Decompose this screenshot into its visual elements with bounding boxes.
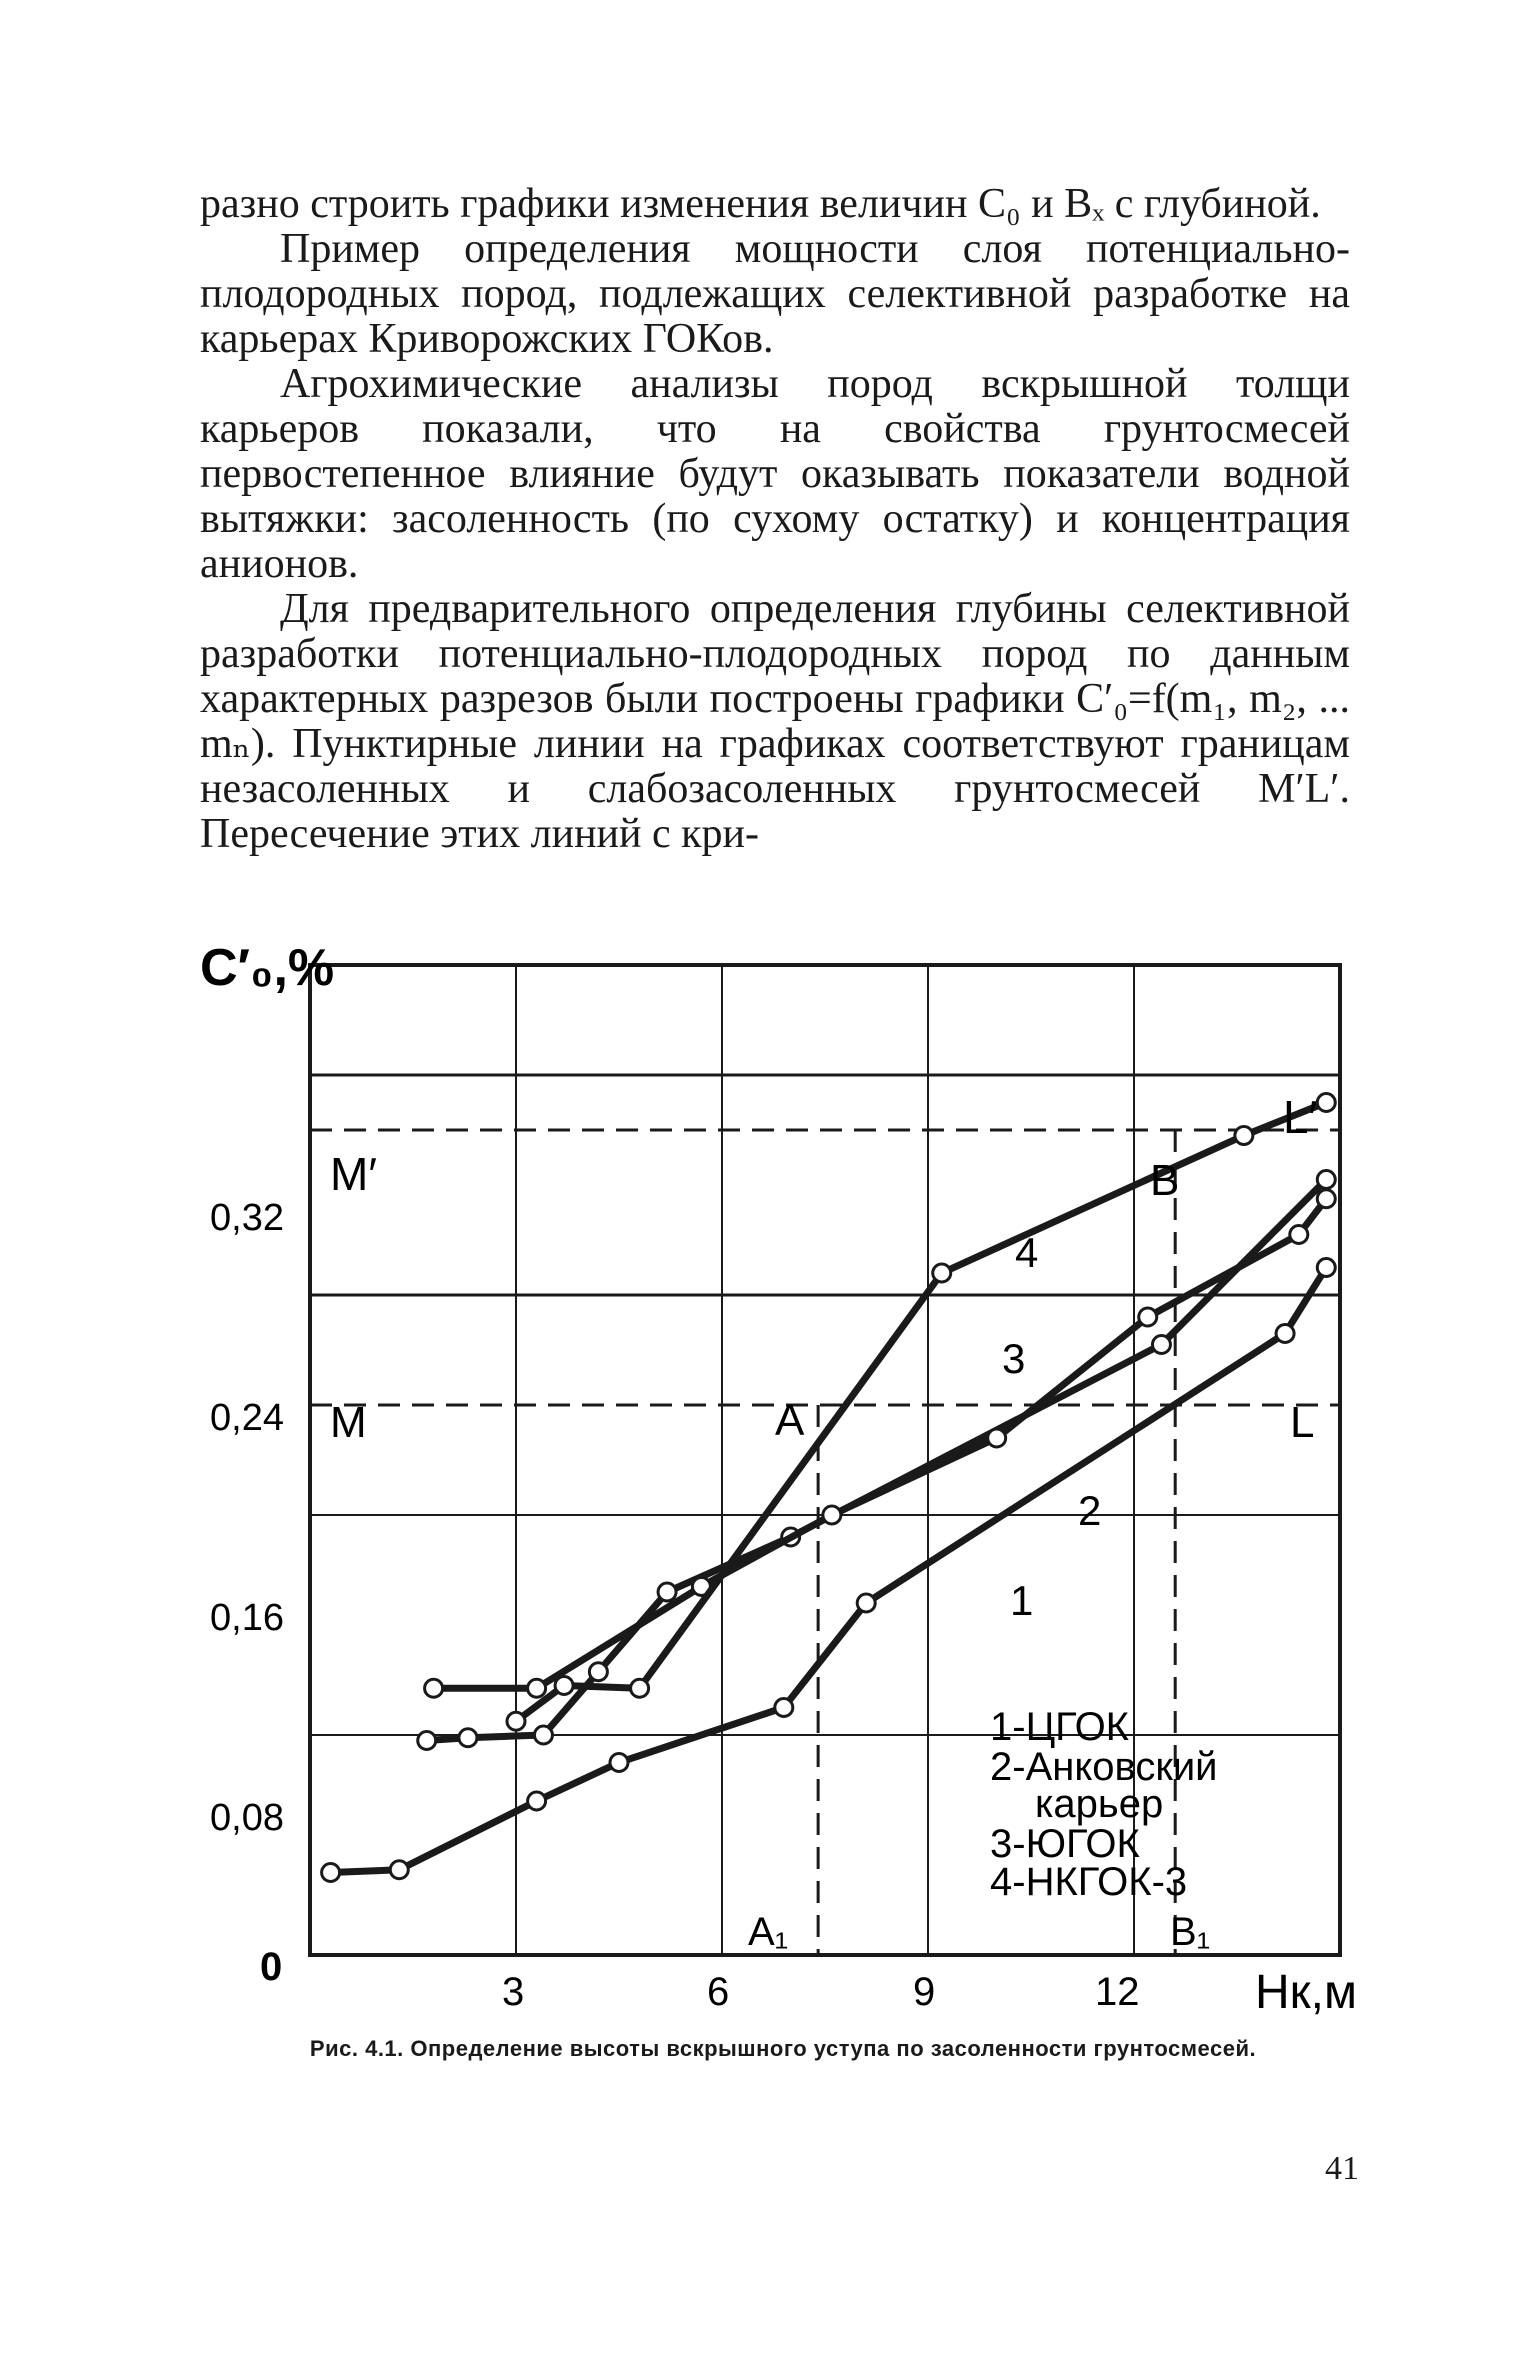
data-point	[507, 1712, 525, 1730]
data-point	[534, 1726, 552, 1744]
label-l-prime: L′	[1283, 1091, 1318, 1143]
data-point	[1139, 1308, 1157, 1326]
data-point	[1235, 1127, 1253, 1145]
data-point	[988, 1429, 1006, 1447]
data-point	[1152, 1336, 1170, 1354]
curve-number-1: 1	[1010, 1577, 1034, 1624]
label-b: B	[1150, 1156, 1180, 1205]
data-point	[1290, 1226, 1308, 1244]
label-a1: A₁	[748, 1910, 789, 1954]
data-point	[390, 1861, 408, 1879]
curve-number-2: 2	[1078, 1487, 1102, 1534]
label-b1: B₁	[1170, 1910, 1211, 1954]
figure-caption: Рис. 4.1. Определение высоты вскрышного уступа по засоленности грунтосмесей.	[309, 2036, 1257, 2061]
paragraph-example: Пример определения мощности слоя потенциально-плодородных пород, подлежащих селективной разработке на карьерах Криворожских ГОКов.	[200, 226, 1350, 362]
plot-frame	[310, 965, 1340, 1955]
x-tick-label: 3	[502, 1970, 525, 2014]
data-point	[610, 1754, 628, 1772]
data-point	[1317, 1190, 1335, 1208]
series-line-3	[434, 1199, 1327, 1689]
y-tick-label: 0,16	[210, 1597, 284, 1639]
data-point	[1317, 1094, 1335, 1112]
y-tick-label: 0,08	[210, 1797, 284, 1839]
label-l: L	[1290, 1398, 1315, 1447]
label-m: M	[330, 1398, 367, 1447]
paragraph-agrochemical: Агрохимические анализы пород вскрышной толщи карьеров показали, что на свойства грунтосмесей первостепенное влияние будут оказывать показатели водной вытяжки: засоленность (по сухому остатку) и концентрация анионов.	[200, 361, 1350, 587]
y-tick-label: 0,24	[210, 1397, 284, 1439]
legend-item-4: 4-НКГОК-3	[990, 1860, 1188, 1904]
data-point	[1317, 1259, 1335, 1277]
data-point	[823, 1506, 841, 1524]
x-axis-title: Hк,м	[1255, 1966, 1357, 2019]
data-point	[528, 1679, 546, 1697]
paragraph-graphs: Для предварительного определения глубины селективной разработки потенциально-плодородных пород по данным характерных разрезов были построены графики C′₀=f(m₁, m₂, ... mₙ). Пунктирные линии на графиках соответствуют границам незасоленных и слабозасоленных грунтосмесей M′L′. Пересечение этих линий с кри-	[200, 586, 1350, 857]
legend-item-2: 2-Анковский	[990, 1745, 1218, 1789]
salinity-chart	[180, 905, 1410, 2025]
data-point	[1276, 1325, 1294, 1343]
data-point	[528, 1792, 546, 1810]
y-tick-label: 0,32	[210, 1197, 284, 1239]
legend-item-3: 3-ЮГОК	[990, 1822, 1140, 1866]
legend-item-1: 1-ЦГОК	[990, 1705, 1129, 1749]
curve-number-3: 3	[1002, 1335, 1026, 1382]
data-point	[775, 1699, 793, 1717]
x-tick-label: 6	[707, 1970, 730, 2014]
label-m-prime: M′	[330, 1148, 377, 1200]
page-number: 41	[1325, 2150, 1359, 2187]
data-point	[589, 1663, 607, 1681]
data-point	[631, 1679, 649, 1697]
data-point	[933, 1264, 951, 1282]
data-point	[322, 1864, 340, 1882]
figure-4-1	[180, 905, 1410, 2025]
data-point	[658, 1583, 676, 1601]
body-text	[200, 182, 1350, 857]
legend-item-2-cont: карьер	[1035, 1782, 1164, 1826]
paragraph-continuation: разно строить графики изменения величин C₀ и Bₓ с глубиной.	[200, 181, 1321, 227]
origin-label: 0	[260, 1945, 283, 1989]
grid-lines	[310, 965, 1340, 1955]
data-point	[418, 1732, 436, 1750]
curve-number-4: 4	[1015, 1229, 1039, 1276]
label-a: A	[775, 1396, 805, 1445]
x-tick-label: 9	[913, 1970, 936, 2014]
data-point	[857, 1594, 875, 1612]
y-axis-title: C′₀,%	[200, 939, 335, 997]
series-line-2	[427, 1180, 1327, 1741]
data-point	[459, 1729, 477, 1747]
data-point	[555, 1677, 573, 1695]
x-tick-label: 12	[1095, 1970, 1140, 2014]
data-point	[1317, 1171, 1335, 1189]
data-point	[425, 1679, 443, 1697]
